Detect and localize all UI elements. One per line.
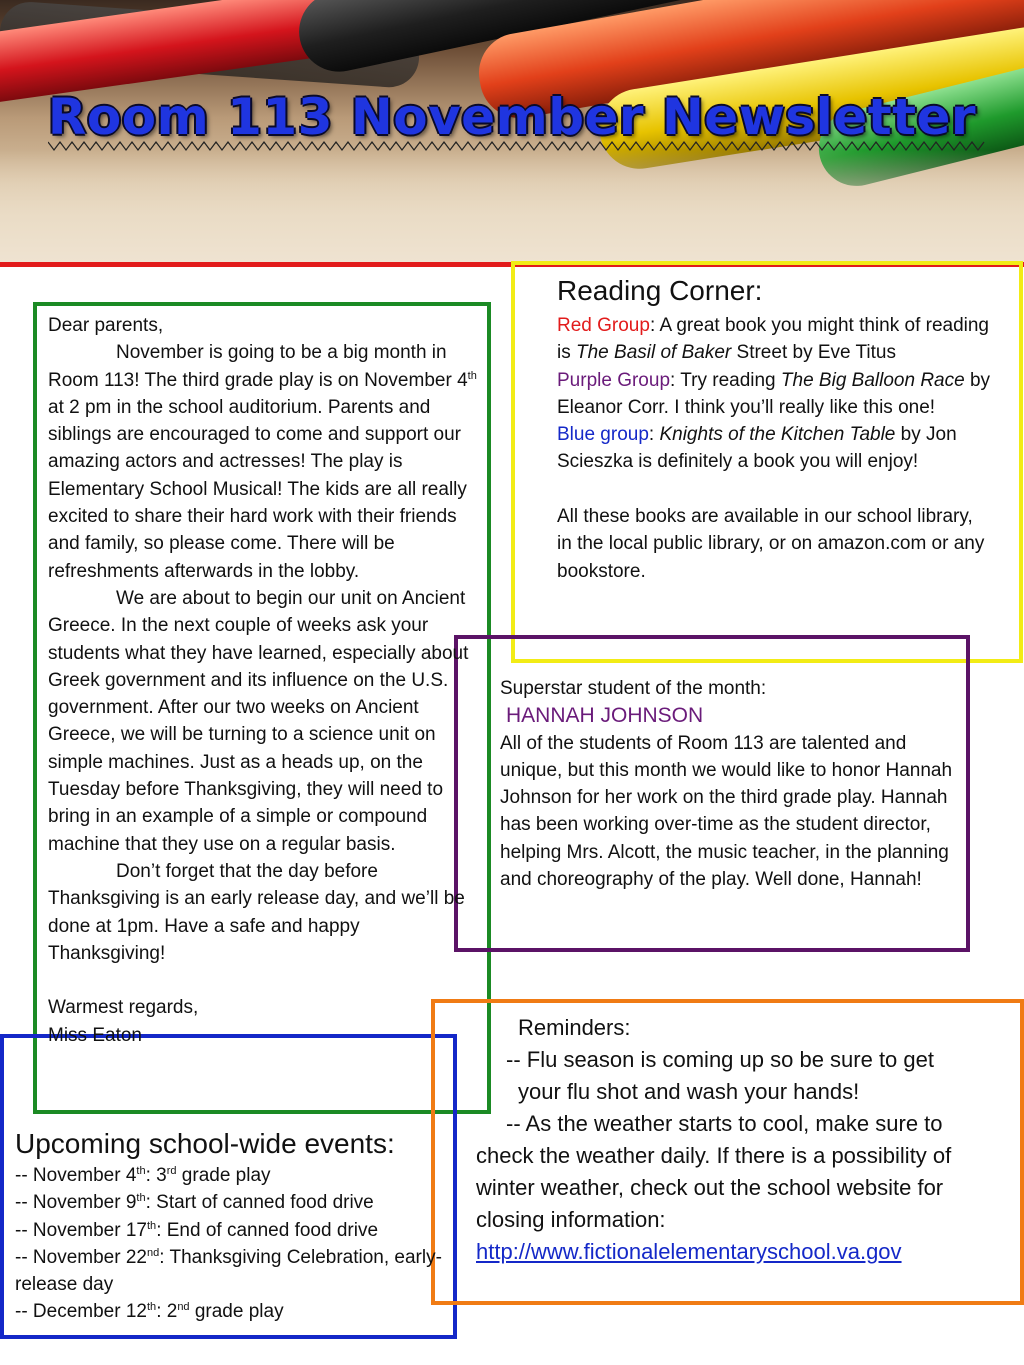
reminder-item: -- Flu season is coming up so be sure to get (506, 1047, 934, 1072)
superstar-heading: Superstar student of the month: (500, 678, 767, 699)
letter-paragraph: November is going to be a big month in Room 113! The third grade play is on November 4th at 2 pm in the school auditorium. Parents and siblings are encouraged to come and support our amazing actors and actresses! The play is Elementary School Musical! The kids are all really excited to share their hard work with their friends and family, so please come. There will be refreshments afterwards in the lobby. (48, 342, 477, 582)
letter-salutation: Dear parents, (48, 315, 164, 336)
reading-corner-title: Reading Corner: (557, 275, 763, 306)
reminder-item-cont: check the weather daily. If there is a possibility of winter weather, check out the school website for closing information: (476, 1143, 952, 1232)
event-item: -- November 22nd: Thanksgiving Celebration, early-release day (15, 1246, 442, 1296)
reading-corner (526, 274, 1006, 585)
letter-signature: Miss Eaton (48, 1024, 142, 1046)
superstar-text: All of the students of Room 113 are talented and unique, but this month we would like to honor Hannah Johnson for her work on the third grade play. Hannah has been working over-time as the student director, helping Mrs. Alcott, the music teacher, in the planning and choreography of the play. Well done, Hannah! (500, 732, 953, 891)
parent-letter (48, 312, 478, 1049)
school-website-link[interactable]: http://www.fictionalelementaryschool.va.gov (476, 1239, 902, 1264)
event-item: -- November 4th: 3rd grade play (15, 1165, 271, 1186)
reminder-item: -- As the weather starts to cool, make sure to (506, 1111, 943, 1136)
superstar-name: HANNAH JOHNSON (506, 704, 704, 728)
reminder-item-cont: your flu shot and wash your hands! (518, 1079, 860, 1104)
upcoming-events (15, 1126, 455, 1326)
table-surface (0, 150, 1024, 262)
letter-paragraph: Don’t forget that the day before Thanksgiving is an early release day, and we’ll be done at 1pm. Have a safe and happy Thanksgiving! (48, 860, 465, 964)
letter-spacer (48, 967, 478, 994)
superstar-student (500, 675, 960, 893)
reminders (476, 1012, 1006, 1268)
title-underline (48, 140, 988, 152)
event-item: -- November 9th: Start of canned food drive (15, 1192, 374, 1214)
reading-purple-group: Purple Group: Try reading The Big Balloon Race by Eleanor Corr. I think you’ll really like this one! (557, 369, 991, 418)
school-website-link-wrap (476, 1236, 1006, 1268)
reminders-title: Reminders: (518, 1015, 631, 1040)
newsletter-title: Room 113 November Newsletter (47, 88, 977, 146)
reading-red-group: Red Group: A great book you might think of reading is The Basil of Baker Street by Eve Titus (557, 315, 990, 364)
reading-availability: All these books are available in our school library, (557, 506, 973, 528)
letter-closing: Warmest regards, (48, 997, 199, 1019)
events-title: Upcoming school-wide events: (15, 1128, 395, 1159)
reading-availability-2: in the local public library, or on amazon.com or any bookstore. (557, 533, 985, 582)
event-item: -- November 17th: End of canned food drive (15, 1219, 379, 1241)
header-banner (0, 0, 1024, 262)
event-item: -- December 12th: 2nd grade play (15, 1301, 284, 1323)
letter-paragraph: We are about to begin our unit on Ancient Greece. In the next couple of weeks ask your students what they have learned, especially about Greek government and its influence on the U.S. government. After our two weeks on Ancient Greece, we will be turning to a science unit on simple machines. Just as a heads up, on the Tuesday before Thanksgiving, they will need to bring in an example of a simple or compound machine that they use on a regular basis. (48, 587, 469, 855)
reading-blue-group: Blue group: Knights of the Kitchen Table by Jon Scieszka is definitely a book you will enjoy! (557, 424, 957, 473)
